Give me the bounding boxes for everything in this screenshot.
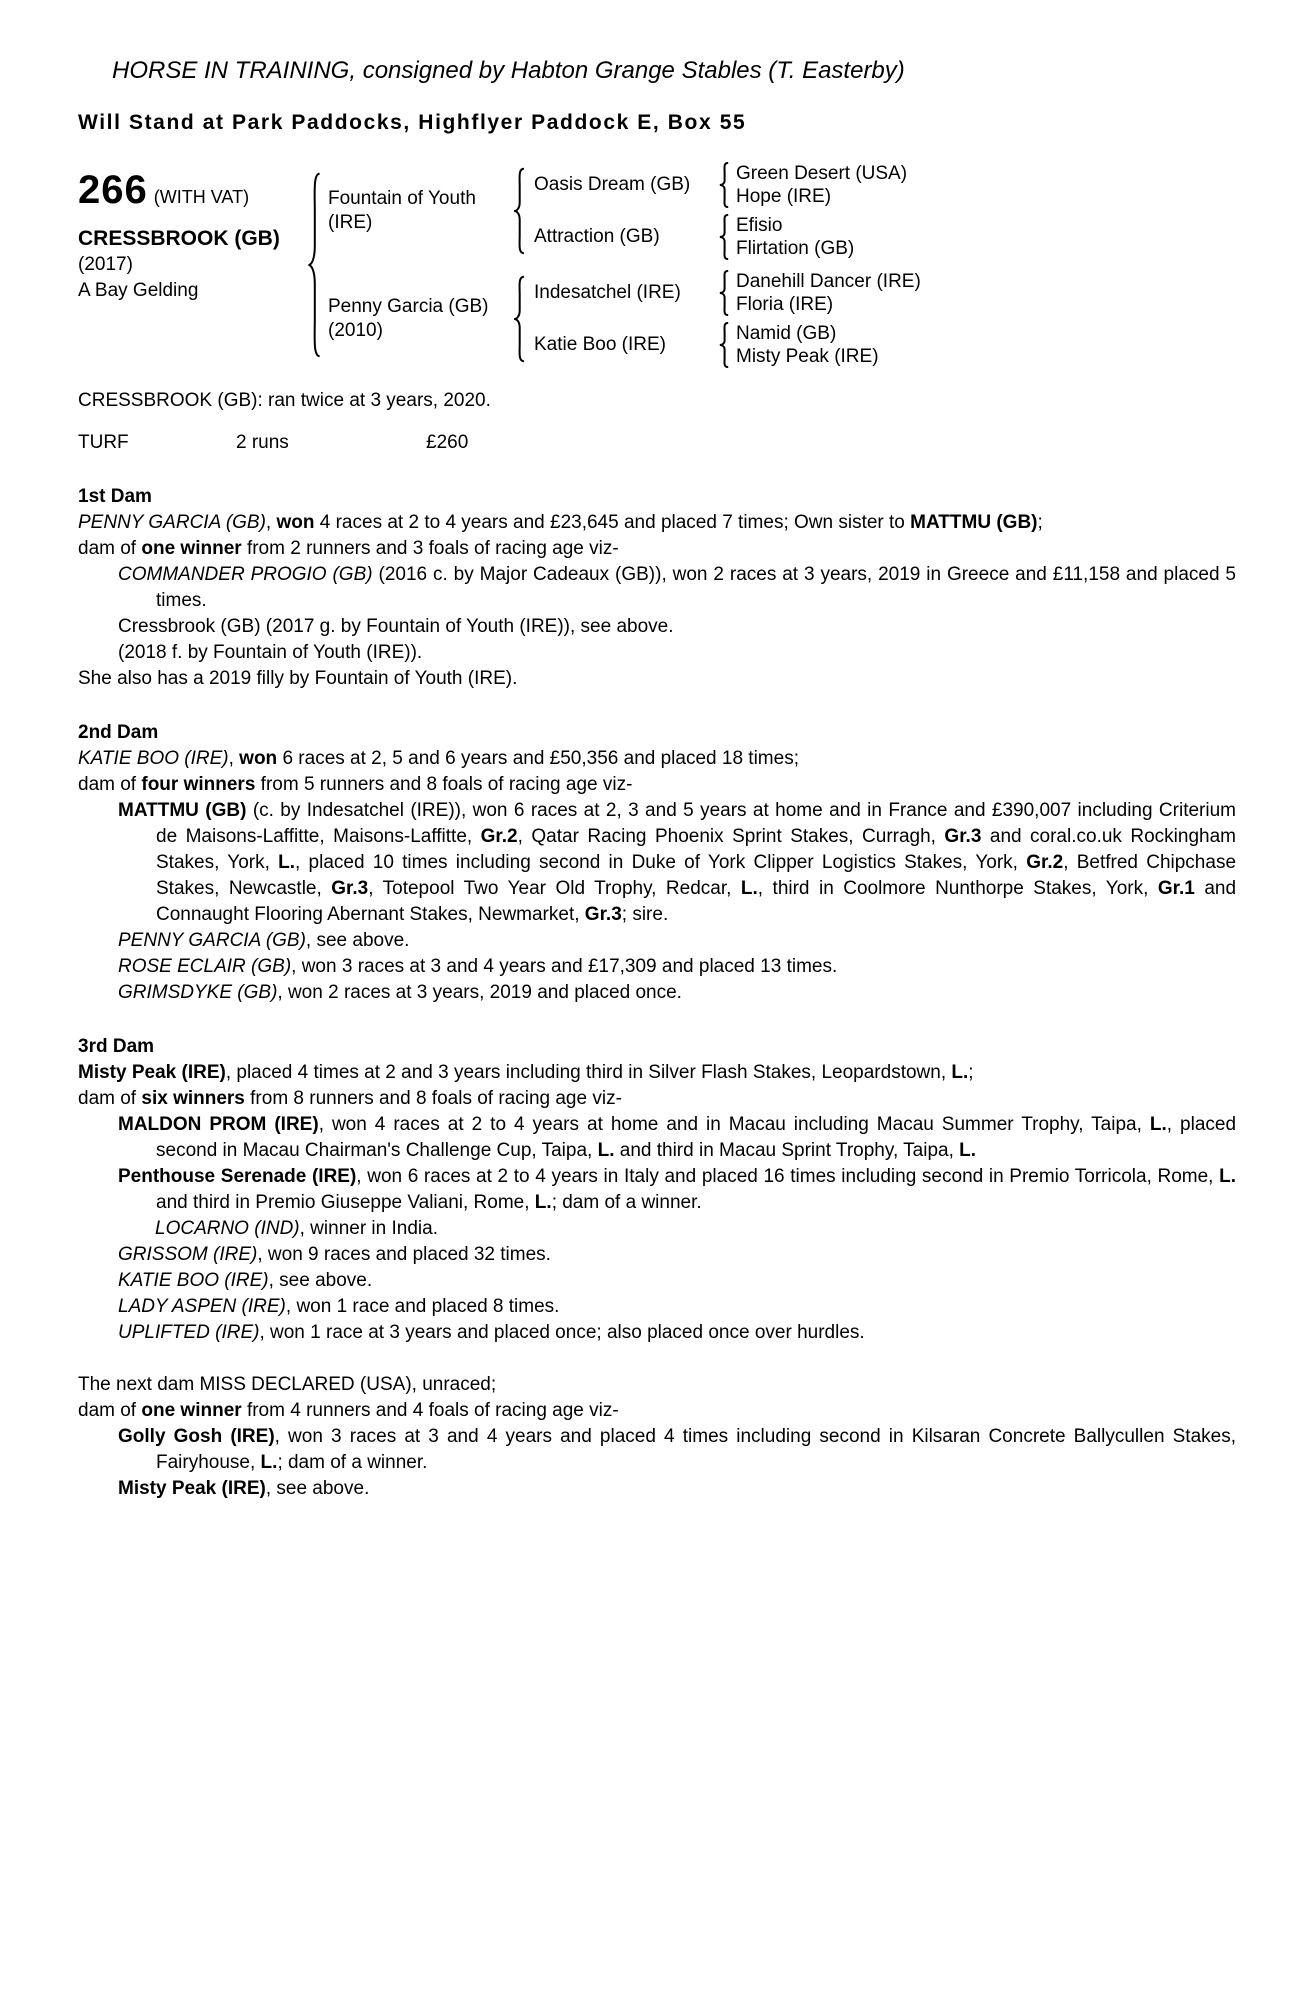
horse-name: CRESSBROOK (GB) [78, 227, 280, 250]
race-record-summary [78, 430, 1236, 456]
race-surface: TURF [78, 432, 129, 453]
grandparent-unit [526, 214, 907, 260]
second-dam-record: KATIE BOO (IRE), won 6 races at 2, 5 and 6 years and £50,356 and placed 18 times; [78, 748, 799, 769]
produce-entry-golly-gosh: Golly Gosh (IRE), won 3 races at 3 and 4 years and placed 4 times including second in Kilsaran Concrete Ballycullen Stakes, Fairyhouse, L.; dam of a winner. [118, 1426, 1237, 1473]
great-grandparent-name: Namid (GB) [736, 323, 837, 344]
horse-year: (2017) [78, 254, 133, 275]
first-dam-record: PENNY GARCIA (GB), won 4 races at 2 to 4 years and £23,645 and placed 7 times; Own sister to MATTMU (GB); [78, 512, 1043, 533]
great-grandparent-name: Danehill Dancer (IRE) [736, 271, 921, 292]
first-dam-heading: 1st Dam [78, 486, 152, 507]
produce-entry-mattmu: MATTMU (GB) (c. by Indesatchel (IRE)), won 6 races at 2, 3 and 5 years at home and in France and £390,007 including Criterium de Maisons-Laffitte, Maisons-Laffitte, Gr.2, Qatar Racing Phoenix Sprint Stakes, Curragh, Gr.3 and coral.co.uk Rockingham Stakes, York, L., placed 10 times including second in Duke of York Clipper Logistics Stakes, York, Gr.2, Betfred Chipchase Stakes, Newcastle, Gr.3, Totepool Two Year Old Trophy, Redcar, L., third in Coolmore Nunthorpe Stakes, York, Gr.1 and Connaught Flooring Abernant Stakes, Newmarket, Gr.3; sire. [118, 800, 1237, 925]
produce-entry-misty-peak: Misty Peak (IRE), see above. [118, 1478, 370, 1499]
produce-entry-grimsdyke: GRIMSDYKE (GB), won 2 races at 3 years, 2019 and placed once. [118, 982, 682, 1003]
dam-half [322, 270, 921, 368]
horse-description: A Bay Gelding [78, 280, 199, 301]
pedigree-brace-icon [718, 214, 730, 260]
grandparent-unit [526, 270, 921, 316]
great-grandparent-name: Misty Peak (IRE) [736, 346, 879, 367]
second-dam-produce-intro: dam of four winners from 5 runners and 8 foals of racing age viz- [78, 774, 633, 795]
next-dam-produce-intro: dam of one winner from 4 runners and 4 foals of racing age viz- [78, 1400, 619, 1421]
pedigree-tree [306, 162, 921, 368]
great-grandparent-name: Floria (IRE) [736, 294, 834, 315]
next-dam-record: The next dam MISS DECLARED (USA), unraced; [78, 1374, 497, 1395]
dam-name [322, 295, 512, 343]
grandparent-unit [526, 162, 907, 208]
produce-entry-penthouse-serenade: Penthouse Serenade (IRE), won 6 races at 2 to 4 years in Italy and placed 16 times including second in Premio Torricola, Rome, L. and third in Premio Giuseppe Valiani, Rome, L.; dam of a winner. [118, 1166, 1236, 1213]
pedigree-brace-icon [718, 162, 730, 208]
sire-name [322, 187, 512, 235]
stand-location-line: Will Stand at Park Paddocks, Highflyer Paddock E, Box 55 [78, 111, 747, 134]
dam-name-line2: (2010) [328, 320, 383, 341]
sire-dam-name: Attraction (GB) [534, 226, 660, 247]
grandparent-unit [526, 322, 921, 368]
pedigree-brace-icon [718, 270, 730, 316]
produce-entry-cressbrook: Cressbrook (GB) (2017 g. by Fountain of Youth (IRE)), see above. [118, 616, 674, 637]
sire-half [322, 162, 921, 260]
pedigree-brace-icon [512, 275, 526, 363]
produce-entry-maldon-prom: MALDON PROM (IRE), won 4 races at 2 to 4 years at home and in Macau including Macau Summer Trophy, Taipa, L., placed second in Macau Chairman's Challenge Cup, Taipa, L. and third in Macau Sprint Trophy, Taipa, L. [118, 1114, 1237, 1161]
produce-entry-katie-boo: KATIE BOO (IRE), see above. [118, 1270, 373, 1291]
produce-entry-2018-filly: (2018 f. by Fountain of Youth (IRE)). [118, 642, 423, 663]
pedigree-brace-icon [306, 170, 322, 360]
third-dam-produce-intro: dam of six winners from 8 runners and 8 foals of racing age viz- [78, 1088, 622, 1109]
great-grandparent-name: Flirtation (GB) [736, 238, 855, 259]
lot-info [78, 162, 306, 368]
lot-vat-note: (WITH VAT) [153, 187, 250, 207]
dam-sire-name: Indesatchel (IRE) [534, 282, 681, 303]
pedigree-brace-icon [512, 167, 526, 255]
third-dam-record: Misty Peak (IRE), placed 4 times at 2 and 3 years including third in Silver Flash Stakes, Leopardstown, L.; [78, 1062, 974, 1083]
first-dam-note: She also has a 2019 filly by Fountain of Youth (IRE). [78, 668, 518, 689]
sire-name-line1: Fountain of Youth [328, 188, 476, 209]
race-runs: 2 runs [236, 432, 289, 453]
race-record-intro: CRESSBROOK (GB): ran twice at 3 years, 2020. [78, 390, 491, 411]
great-grandparent-name: Green Desert (USA) [736, 163, 908, 184]
lot-number: 266 [78, 168, 148, 212]
pedigree-brace-icon [718, 322, 730, 368]
sire-name-line2: (IRE) [328, 212, 373, 233]
produce-entry-rose-eclair: ROSE ECLAIR (GB), won 3 races at 3 and 4 years and £17,309 and placed 13 times. [118, 956, 838, 977]
produce-entry-locarno: LOCARNO (IND), winner in India. [155, 1218, 438, 1239]
dam-name-line1: Penny Garcia (GB) [328, 296, 489, 317]
great-grandparent-name: Efisio [736, 215, 783, 236]
first-dam-produce-intro: dam of one winner from 2 runners and 3 foals of racing age viz- [78, 538, 619, 559]
produce-entry-lady-aspen: LADY ASPEN (IRE), won 1 race and placed 8 times. [118, 1296, 560, 1317]
produce-entry-grissom: GRISSOM (IRE), won 9 races and placed 32 times. [118, 1244, 551, 1265]
sire-sire-name: Oasis Dream (GB) [534, 174, 691, 195]
produce-entry-penny-garcia: PENNY GARCIA (GB), see above. [118, 930, 410, 951]
produce-entry-uplifted: UPLIFTED (IRE), won 1 race at 3 years and placed once; also placed once over hurdles. [118, 1322, 865, 1343]
produce-entry-commander-progio: COMMANDER PROGIO (GB) (2016 c. by Major Cadeaux (GB)), won 2 races at 3 years, 2019 in Greece and £11,158 and placed 5 times. [118, 564, 1236, 611]
dam-dam-name: Katie Boo (IRE) [534, 334, 666, 355]
third-dam-heading: 3rd Dam [78, 1036, 155, 1057]
great-grandparent-name: Hope (IRE) [736, 186, 832, 207]
consignor-line: HORSE IN TRAINING, consigned by Habton Grange Stables (T. Easterby) [112, 57, 905, 84]
race-earnings: £260 [426, 432, 469, 453]
second-dam-heading: 2nd Dam [78, 722, 159, 743]
pedigree-table [78, 162, 1236, 368]
